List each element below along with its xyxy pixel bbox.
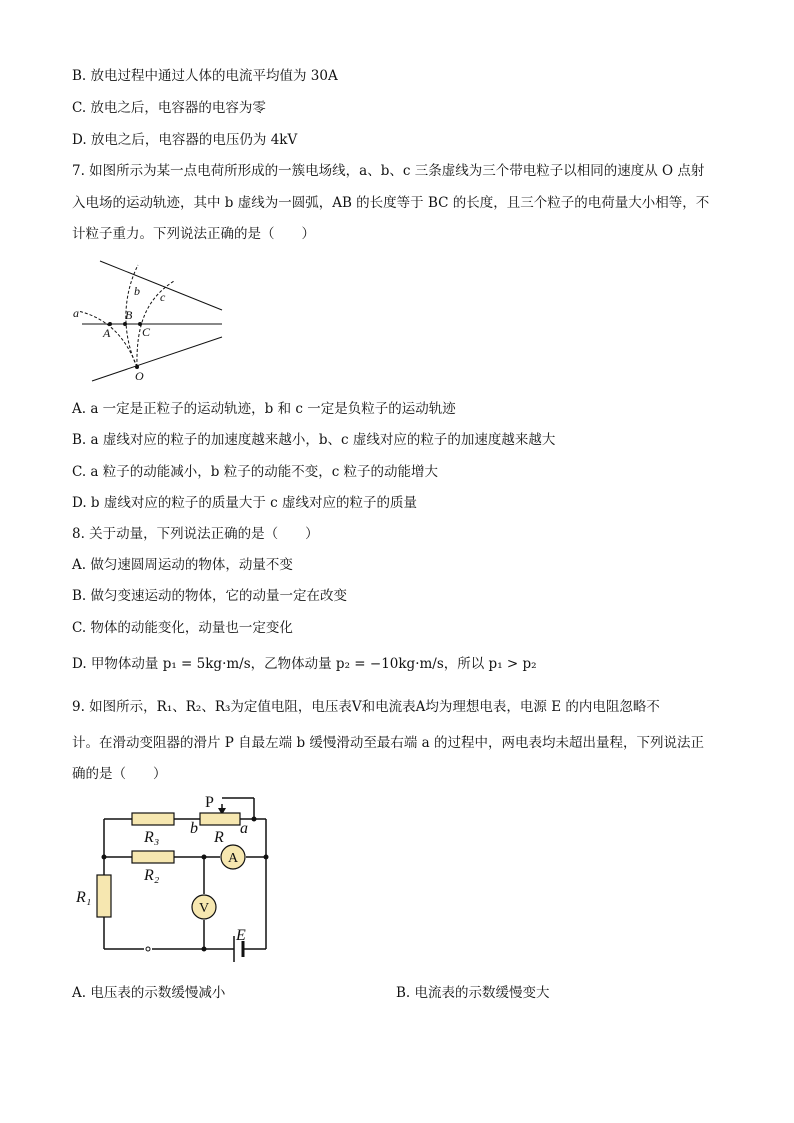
voltmeter-label: V <box>198 901 210 916</box>
q9-stem-line1: 9. 如图所示，R₁、R₂、R₃为定值电阻，电压表V和电流表A均为理想电表，电源 E 的内电阻忽略不 <box>72 699 660 715</box>
label-R2: R₂ <box>144 867 160 884</box>
q7-option-a: A. a 一定是正粒子的运动轨迹，b 和 c 一定是负粒子的运动轨迹 <box>72 401 456 417</box>
q6-option-d: D. 放电之后，电容器的电压仍为 4kV <box>72 132 298 148</box>
q7-option-c: C. a 粒子的动能减小，b 粒子的动能不变，c 粒子的动能增大 <box>72 464 439 480</box>
circuit-figure <box>72 790 282 970</box>
q6-option-c: C. 放电之后，电容器的电容为零 <box>72 100 266 116</box>
q9-stem-line3: 确的是（ ） <box>72 766 167 782</box>
q6-option-b: B. 放电过程中通过人体的电流平均值为 30A <box>72 68 338 84</box>
label-c: c <box>160 290 166 304</box>
label-C: C <box>142 325 151 339</box>
q8-stem: 8. 关于动量，下列说法正确的是（ ） <box>72 526 319 542</box>
label-B: B <box>125 308 133 322</box>
q7-stem-line2: 入电场的运动轨迹，其中 b 虚线为一圆弧，AB 的长度等于 BC 的长度，且三个粒子的电荷量大小相等，不 <box>72 195 710 211</box>
switch-contact-icon <box>146 947 150 951</box>
label-R3: R₃ <box>144 829 160 846</box>
label-b: b <box>190 820 198 837</box>
label-E: E <box>236 927 246 944</box>
resistor-R2 <box>132 851 174 863</box>
electric-field-figure <box>70 255 230 385</box>
label-O: O <box>135 369 144 383</box>
q7-option-b: B. a 虚线对应的粒子的加速度越来越小，b、c 虚线对应的粒子的加速度越来越大 <box>72 432 556 448</box>
q8-option-c: C. 物体的动能变化，动量也一定变化 <box>72 620 293 636</box>
label-A: A <box>103 326 111 340</box>
q9-option-a: A. 电压表的示数缓慢减小 <box>72 985 226 1001</box>
q7-stem-line1: 7. 如图所示为某一点电荷所形成的一簇电场线，a、b、c 三条虚线为三个带电粒子以相同的速度从 O 点射 <box>72 163 705 179</box>
q7-option-d: D. b 虚线对应的粒子的质量大于 c 虚线对应的粒子的质量 <box>72 495 418 511</box>
label-a: a <box>73 306 79 320</box>
resistor-R1 <box>97 875 111 917</box>
q8-option-a: A. 做匀速圆周运动的物体，动量不变 <box>72 557 293 573</box>
field-line-bottom <box>92 337 222 381</box>
q9-option-b: B. 电流表的示数缓慢变大 <box>396 985 550 1001</box>
label-P: P <box>205 794 214 811</box>
q8-option-d: D. 甲物体动量 p₁ = 5kg·m/s，乙物体动量 p₂ = −10kg·m/s，所以 p₁ > p₂ <box>72 656 537 672</box>
q8-option-b: B. 做匀变速运动的物体，它的动量一定在改变 <box>72 588 348 604</box>
q9-stem-line2: 计。在滑动变阻器的滑片 P 自最左端 b 缓慢滑动至最右端 a 的过程中，两电表均未超出量程，下列说法正 <box>72 735 705 751</box>
label-R1: R₁ <box>76 889 92 906</box>
point-B <box>123 322 127 326</box>
label-a: a <box>240 820 248 837</box>
label-R: R <box>214 829 224 846</box>
resistor-R3 <box>132 813 174 825</box>
q7-stem-line3: 计粒子重力。下列说法正确的是（ ） <box>72 226 315 242</box>
label-b: b <box>134 284 140 298</box>
ammeter-label: A <box>227 851 239 866</box>
resistor-R <box>200 813 240 825</box>
